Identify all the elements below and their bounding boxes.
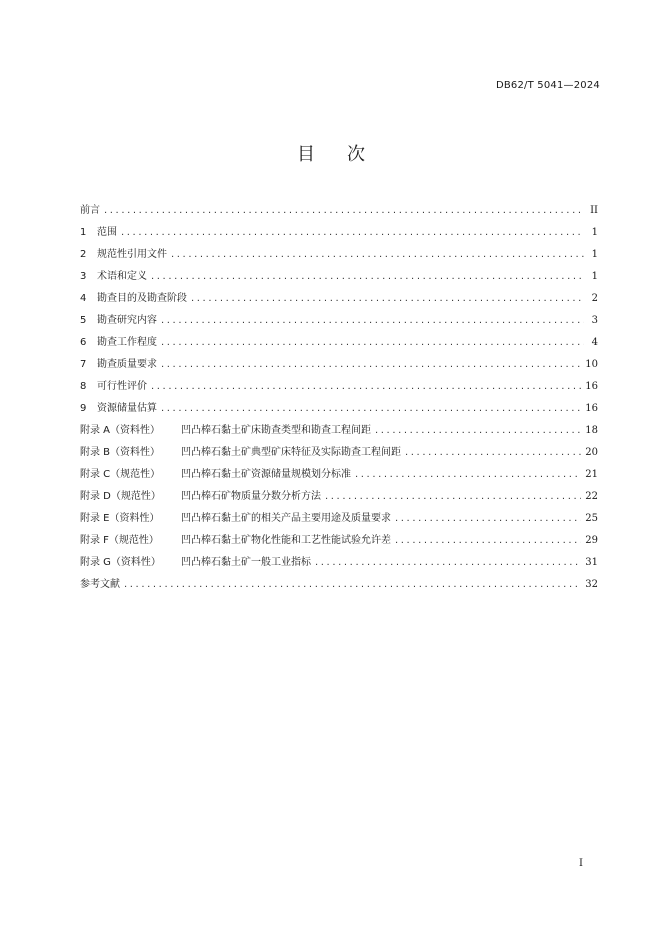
toc-leader-dots [161, 359, 581, 370]
toc-page-number: 21 [585, 469, 598, 480]
toc-entry-appendix-d[interactable] [80, 487, 598, 509]
toc-entry-number: 2 [80, 249, 87, 260]
toc-page-number: 1 [591, 271, 598, 282]
toc-entry-appendix-f[interactable] [80, 531, 598, 553]
toc-entry-appendix-g[interactable] [80, 553, 598, 575]
toc-entry-8[interactable] [80, 377, 598, 399]
toc-entry-title: 凹凸棒石黏土矿物化性能和工艺性能试验允许差 [181, 535, 391, 546]
toc-leader-dots [405, 447, 581, 458]
toc-entry-title: 凹凸棒石黏土矿资源储量规模划分标准 [181, 469, 351, 480]
toc-page-number: 20 [585, 447, 598, 458]
toc-entry-title: 前言 [80, 205, 100, 216]
toc-leader-dots [161, 315, 584, 326]
toc-leader-dots [191, 293, 584, 304]
toc-entry-title: 勘查质量要求 [97, 359, 157, 370]
toc-entry-title: 勘查工作程度 [97, 337, 157, 348]
toc-leader-dots [375, 425, 581, 436]
toc-page-number: 25 [585, 513, 598, 524]
toc-appendix-label: 附录 F（规范性） [80, 535, 159, 546]
toc-leader-dots [355, 469, 581, 480]
toc-appendix-label: 附录 A（资料性） [80, 425, 161, 436]
toc-entry-number: 5 [80, 315, 87, 326]
toc-page-number: 29 [585, 535, 598, 546]
toc-entry-title: 规范性引用文件 [97, 249, 167, 260]
toc-entry-appendix-e[interactable] [80, 509, 598, 531]
toc-leader-dots [121, 227, 584, 238]
toc-page-number: 18 [585, 425, 598, 436]
toc-entry-number: 7 [80, 359, 87, 370]
toc-leader-dots [325, 491, 581, 502]
toc-appendix-label: 附录 D（规范性） [80, 491, 161, 502]
toc-page-number: 2 [591, 293, 598, 304]
toc-leader-dots [315, 557, 581, 568]
toc-leader-dots [171, 249, 584, 260]
toc-entry-preface[interactable] [80, 201, 598, 223]
toc-appendix-label: 附录 C（规范性） [80, 469, 161, 480]
toc-entry-number: 4 [80, 293, 87, 304]
toc-entry-references[interactable] [80, 575, 598, 597]
toc-leader-dots [161, 403, 581, 414]
toc-leader-dots [161, 337, 584, 348]
toc-entry-3[interactable] [80, 267, 598, 289]
toc-entry-number: 9 [80, 403, 87, 414]
toc-entry-title: 术语和定义 [97, 271, 147, 282]
toc-page-number: 32 [585, 579, 598, 590]
table-of-contents [80, 201, 598, 597]
toc-leader-dots [124, 579, 581, 590]
toc-leader-dots [151, 381, 581, 392]
toc-entry-5[interactable] [80, 311, 598, 333]
toc-entry-1[interactable] [80, 223, 598, 245]
toc-leader-dots [104, 205, 584, 216]
toc-appendix-label: 附录 B（资料性） [80, 447, 161, 458]
toc-page-number: 4 [591, 337, 598, 348]
toc-entry-title: 凹凸棒石矿物质量分数分析方法 [181, 491, 321, 502]
toc-entry-number: 6 [80, 337, 87, 348]
document-code: DB62/T 5041—2024 [495, 80, 600, 91]
toc-entry-number: 1 [80, 227, 87, 238]
toc-page-number: 16 [585, 381, 598, 392]
page-folio: I [579, 858, 583, 869]
toc-entry-appendix-c[interactable] [80, 465, 598, 487]
toc-page-number: II [590, 205, 598, 216]
toc-entry-4[interactable] [80, 289, 598, 311]
toc-entry-title: 勘查研究内容 [97, 315, 157, 326]
toc-entry-7[interactable] [80, 355, 598, 377]
toc-entry-title: 可行性评价 [97, 381, 147, 392]
toc-leader-dots [395, 513, 581, 524]
toc-page-number: 31 [585, 557, 598, 568]
toc-entry-number: 8 [80, 381, 87, 392]
toc-leader-dots [395, 535, 581, 546]
toc-entry-title: 勘查目的及勘查阶段 [97, 293, 187, 304]
toc-entry-appendix-a[interactable] [80, 421, 598, 443]
toc-entry-title: 资源储量估算 [97, 403, 157, 414]
toc-entry-title: 凹凸棒石黏土矿一般工业指标 [181, 557, 311, 568]
toc-entry-2[interactable] [80, 245, 598, 267]
toc-page-number: 16 [585, 403, 598, 414]
toc-page-number: 1 [591, 227, 598, 238]
page-title: 目次 [297, 144, 397, 165]
toc-entry-title: 凹凸棒石黏土矿的相关产品主要用途及质量要求 [181, 513, 391, 524]
toc-entry-appendix-b[interactable] [80, 443, 598, 465]
toc-entry-6[interactable] [80, 333, 598, 355]
toc-entry-9[interactable] [80, 399, 598, 421]
toc-entry-title: 参考文献 [80, 579, 120, 590]
toc-entry-number: 3 [80, 271, 87, 282]
toc-page-number: 3 [591, 315, 598, 326]
toc-appendix-label: 附录 G（资料性） [80, 557, 161, 568]
toc-entry-title: 范围 [97, 227, 117, 238]
toc-leader-dots [151, 271, 584, 282]
toc-appendix-label: 附录 E（资料性） [80, 513, 160, 524]
toc-entry-title: 凹凸棒石黏土矿典型矿床特征及实际勘查工程间距 [181, 447, 401, 458]
toc-entry-title: 凹凸棒石黏土矿床勘查类型和勘查工程间距 [181, 425, 371, 436]
toc-page-number: 22 [585, 491, 598, 502]
toc-page-number: 10 [585, 359, 598, 370]
toc-page-number: 1 [591, 249, 598, 260]
